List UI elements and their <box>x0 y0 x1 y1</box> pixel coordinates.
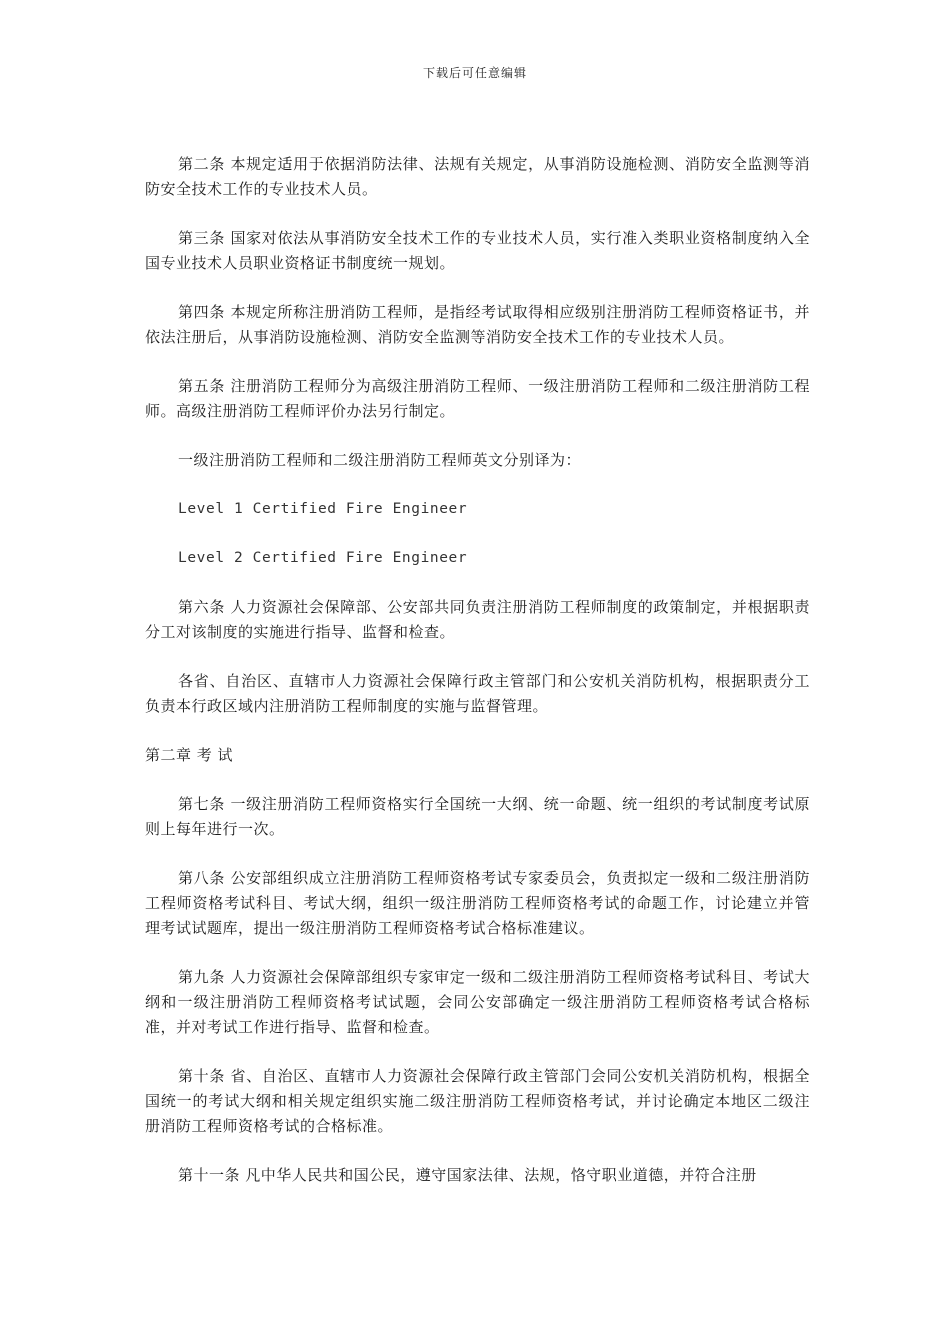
english-title-level-2: Level 2 Certified Fire Engineer <box>178 550 468 566</box>
article-3-paragraph: 第三条 国家对依法从事消防安全技术工作的专业技术人员，实行准入类职业资格制度纳入全国专业技术人员职业资格证书制度统一规划。 <box>145 229 810 272</box>
chapter-heading: 第二章 考 试 <box>145 746 234 764</box>
article-5-paragraph: 第五条 注册消防工程师分为高级注册消防工程师、一级注册消防工程师和二级注册消防工程师。高级注册消防工程师评价办法另行制定。 <box>145 377 810 420</box>
article-10-paragraph: 第十条 省、自治区、直辖市人力资源社会保障行政主管部门会同公安机关消防机构，根据全国统一的考试大纲和相关规定组织实施二级注册消防工程师资格考试，并讨论确定本地区二级注册消防工程师资格考试的合格标准。 <box>145 1067 810 1135</box>
article-2-paragraph: 第二条 本规定适用于依据消防法律、法规有关规定，从事消防设施检测、消防安全监测等消防安全技术工作的专业技术人员。 <box>145 155 810 198</box>
page-header: 下载后可任意编辑 <box>422 66 527 80</box>
document-body <box>145 152 810 1212</box>
english-translation-intro: 一级注册消防工程师和二级注册消防工程师英文分别译为： <box>178 451 582 469</box>
article-4-paragraph: 第四条 本规定所称注册消防工程师，是指经考试取得相应级别注册消防工程师资格证书，并依法注册后，从事消防设施检测、消防安全监测等消防安全技术工作的专业技术人员。 <box>145 303 810 346</box>
article-9-paragraph: 第九条 人力资源社会保障部组织专家审定一级和二级注册消防工程师资格考试科目、考试大纲和一级注册消防工程师资格考试试题，会同公安部确定一级注册消防工程师资格考试合格标准，并对考试工作进行指导、监督和检查。 <box>145 968 810 1036</box>
english-title-level-1: Level 1 Certified Fire Engineer <box>178 501 468 517</box>
article-6-paragraph: 第六条 人力资源社会保障部、公安部共同负责注册消防工程师制度的政策制定，并根据职责分工对该制度的实施进行指导、监督和检查。 <box>145 598 810 641</box>
article-6-subparagraph: 各省、自治区、直辖市人力资源社会保障行政主管部门和公安机关消防机构，根据职责分工负责本行政区域内注册消防工程师制度的实施与监督管理。 <box>145 672 810 715</box>
article-11-paragraph: 第十一条 凡中华人民共和国公民，遵守国家法律、法规，恪守职业道德，并符合注册 <box>178 1166 757 1184</box>
article-8-paragraph: 第八条 公安部组织成立注册消防工程师资格考试专家委员会，负责拟定一级和二级注册消防工程师资格考试科目、考试大纲，组织一级注册消防工程师资格考试的命题工作，讨论建立并管理考试试题库，提出一级注册消防工程师资格考试合格标准建议。 <box>145 869 810 937</box>
article-7-paragraph: 第七条 一级注册消防工程师资格实行全国统一大纲、统一命题、统一组织的考试制度考试原则上每年进行一次。 <box>145 795 810 838</box>
